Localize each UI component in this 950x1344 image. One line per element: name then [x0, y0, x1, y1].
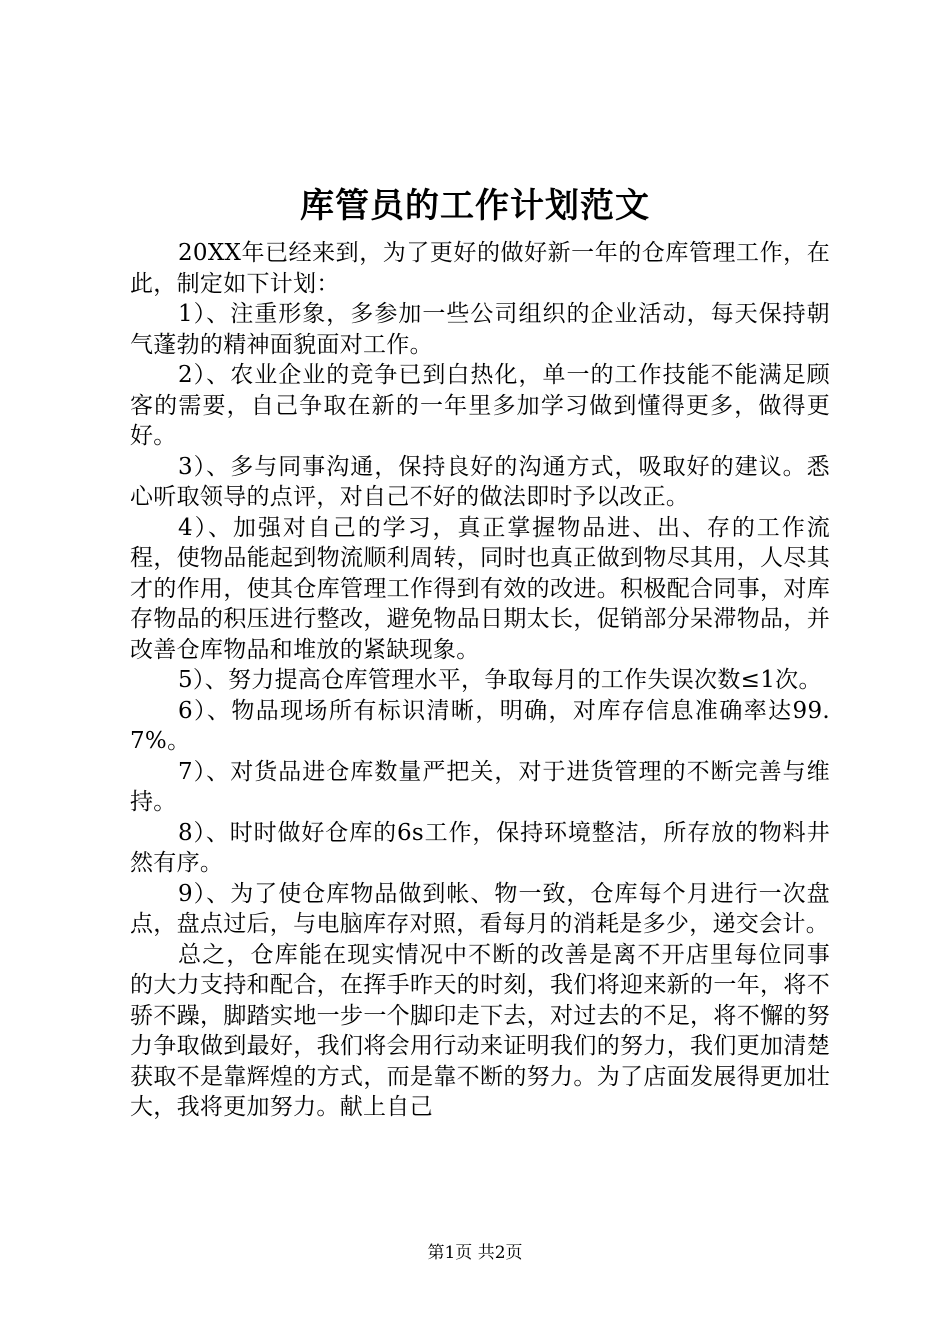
plan-item-9: 9）、为了使仓库物品做到帐、物一致，仓库每个月进行一次盘点，盘点过后，与电脑库存对照，看每月的消耗是多少，递交会计。 — [130, 880, 830, 937]
plan-item-4: 4）、加强对自己的学习，真正掌握物品进、出、存的工作流程，使物品能起到物流顺利周转，同时也真正做到物尽其用，人尽其才的作用，使其仓库管理工作得到有效的改进。积极配合同事，对库存物品的积压进行整改，避免物品日期太长，促销部分呆滞物品，并改善仓库物品和堆放的紧缺现象。 — [130, 514, 830, 663]
plan-item-2: 2）、农业企业的竞争已到白热化，单一的工作技能不能满足顾客的需要，自己争取在新的一年里多加学习做到懂得更多，做得更好。 — [130, 362, 830, 449]
plan-item-5: 5）、努力提高仓库管理水平，争取每月的工作失误次数≤1次。 — [178, 667, 822, 693]
intro-paragraph: 20XX年已经来到，为了更好的做好新一年的仓库管理工作，在此，制定如下计划： — [130, 240, 830, 297]
plan-item-8: 8）、时时做好仓库的6s工作，保持环境整洁，所存放的物料井然有序。 — [130, 819, 830, 876]
plan-item-7: 7）、对货品进仓库数量严把关，对于进货管理的不断完善与维持。 — [130, 758, 830, 815]
plan-item-6: 6）、物品现场所有标识清晰，明确，对库存信息准确率达99.7%。 — [130, 697, 830, 754]
document-body — [130, 238, 830, 1123]
page-number-footer: 第1页 共2页 — [427, 1243, 523, 1263]
plan-item-1: 1）、注重形象，多参加一些公司组织的企业活动，每天保持朝气蓬勃的精神面貌面对工作。 — [130, 301, 830, 358]
document-title: 库管员的工作计划范文 — [300, 186, 650, 226]
plan-item-3: 3）、多与同事沟通，保持良好的沟通方式，吸取好的建议。悉心听取领导的点评，对自己不好的做法即时予以改正。 — [130, 453, 830, 510]
conclusion-paragraph: 总之，仓库能在现实情况中不断的改善是离不开店里每位同事的大力支持和配合，在挥手昨天的时刻，我们将迎来新的一年，将不骄不躁，脚踏实地一步一个脚印走下去，对过去的不足，将不懈的努力争取做到最好，我们将会用行动来证明我们的努力，我们更加清楚获取不是靠辉煌的方式，而是靠不断的努力。为了店面发展得更加壮大，我将更加努力。献上自己 — [130, 941, 830, 1120]
